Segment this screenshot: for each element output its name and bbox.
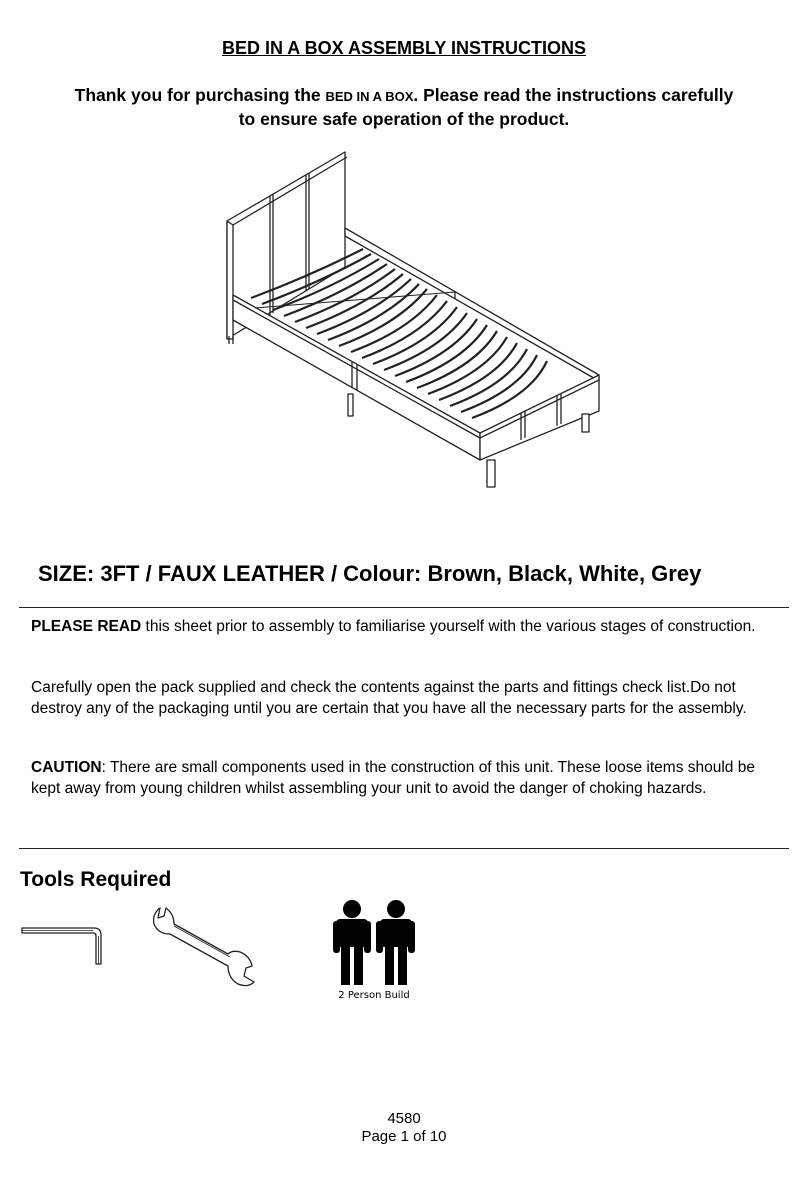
divider xyxy=(19,848,789,849)
allen-key-icon xyxy=(18,920,110,968)
caution-paragraph xyxy=(31,758,776,799)
intro-part-1: Thank you for purchasing the xyxy=(74,85,326,105)
intro-text xyxy=(0,84,808,131)
page-title: BED IN A BOX ASSEMBLY INSTRUCTIONS xyxy=(221,38,587,58)
divider xyxy=(19,607,789,608)
page-number: Page 1 of 10 xyxy=(361,1128,447,1145)
intro-part-2: . Please read the instructions carefully xyxy=(413,85,734,105)
bed-illustration xyxy=(215,148,605,493)
caution-text: : There are small components used in the construction of this unit. These loose items should be kept away from young children whilst assembling your unit to avoid the danger of choking hazards. xyxy=(31,759,755,797)
two-person-caption: 2 Person Build xyxy=(338,990,410,1001)
intro-line-2: to ensure safe operation of the product. xyxy=(238,109,570,129)
document-code: 4580 xyxy=(387,1110,421,1127)
please-read-paragraph xyxy=(31,617,776,638)
please-read-label: PLEASE READ xyxy=(31,618,142,635)
please-read-text: this sheet prior to assembly to familiarise yourself with the various stages of construction. xyxy=(141,618,756,635)
intro-line-1 xyxy=(0,84,808,108)
spanner-icon xyxy=(148,900,258,992)
intro-product-name: BED IN A BOX xyxy=(325,89,414,104)
product-size-line: SIZE: 3FT / FAUX LEATHER / Colour: Brown, Black, White, Grey xyxy=(38,561,702,586)
caution-label: CAUTION xyxy=(31,759,102,776)
tools-heading: Tools Required xyxy=(20,868,172,891)
pack-check-paragraph: Carefully open the pack supplied and check the contents against the parts and fittings check list.Do not destroy any of the packaging until you are certain that you have all the necessary parts for the assembly. xyxy=(31,679,747,717)
two-person-icon xyxy=(330,895,418,987)
